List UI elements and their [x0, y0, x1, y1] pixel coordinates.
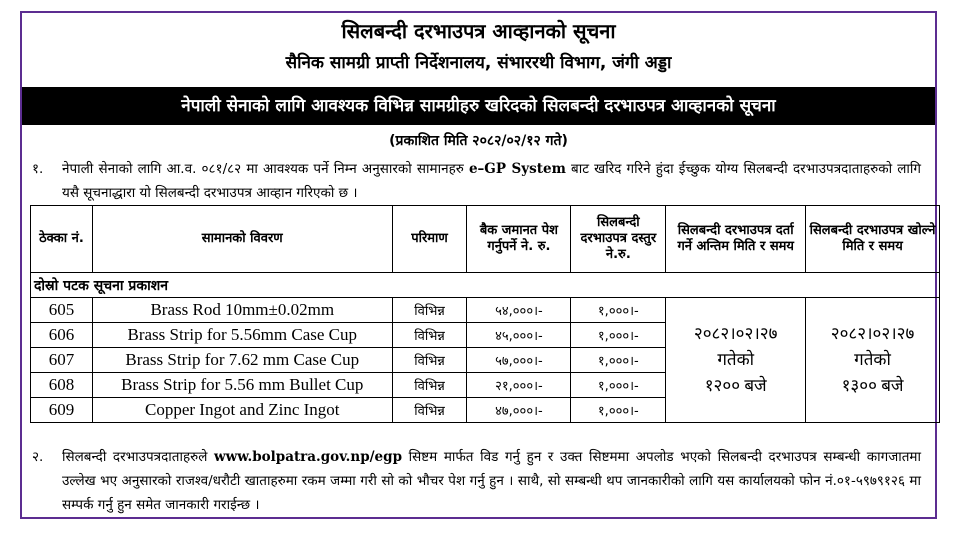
col-opening: सिलबन्दी दरभाउपत्र खोल्ने मिति र समय — [806, 206, 940, 273]
notice-banner: नेपाली सेनाको लागि आवश्यक विभिन्न सामग्रीहरु खरिदको सिलबन्दी दरभाउपत्र आव्हानको सूचना — [22, 87, 935, 125]
published-date: (प्रकाशित मिति २०८२/०२/१२ गते) — [389, 133, 568, 149]
section-row — [31, 273, 940, 298]
cell-opening — [806, 298, 940, 423]
cell-fee: १,०००।- — [571, 298, 666, 323]
cell-contract-no: 606 — [31, 323, 93, 348]
col-fee: सिलबन्दी दरभाउपत्र दस्तुर ने.रु. — [571, 206, 666, 273]
deadline-time: १२०० बजे — [704, 376, 767, 395]
cell-contract-no: 607 — [31, 348, 93, 373]
cell-fee: १,०००।- — [571, 348, 666, 373]
cell-bid-security: ४५,०००।- — [467, 323, 571, 348]
para1-text-start: नेपाली सेनाको लागि आ.व. ०८१/८२ मा आवश्यक पर्ने निम्न अनुसारको सामानहरु — [62, 161, 469, 177]
paragraph-2 — [32, 445, 921, 517]
cell-item: Brass Strip for 7.62 mm Case Cup — [92, 348, 392, 373]
office-name: सैनिक सामग्री प्राप्ती निर्देशनालय, संभाररथी विभाग, जंगी अड्डा — [285, 53, 672, 73]
para2-text-end: सिष्टम मार्फत विड गर्नु हुन र उक्त सिष्टममा अपलोड भएको सिलबन्दी दरभाउपत्र सम्बन्धी कागजातमा उल्लेख भए अनुसारको राजश्व/धरौटी खाताहरुमा रकम जम्मा गरी सो को भौचर पेश गर्नु हुन । साथै, सो सम्बन्धी थप जानकारीको लागि यस कार्यालयको फोन नं.०१-५९७९१२६ मा सम्पर्क गर्नु हुन समेत जानकारी गराईन्छ । — [62, 449, 921, 513]
tender-table — [30, 205, 940, 423]
cell-quantity: विभिन्न — [392, 323, 467, 348]
cell-item: Brass Rod 10mm±0.02mm — [92, 298, 392, 323]
cell-quantity: विभिन्न — [392, 348, 467, 373]
para2-text-start: सिलबन्दी दरभाउपत्रदाताहरुले — [62, 449, 214, 465]
cell-contract-no: 609 — [31, 398, 93, 423]
cell-bid-security: ५७,०००।- — [467, 348, 571, 373]
cell-fee: १,०००।- — [571, 398, 666, 423]
egp-url: www.bolpatra.gov.np/egp — [213, 449, 403, 465]
cell-item: Copper Ingot and Zinc Ingot — [92, 398, 392, 423]
paragraph-number: २. — [32, 449, 44, 465]
egp-system-label: e–GP System — [468, 161, 566, 177]
cell-contract-no: 605 — [31, 298, 93, 323]
cell-fee: १,०००।- — [571, 323, 666, 348]
cell-contract-no: 608 — [31, 373, 93, 398]
section-label: दोस्रो पटक सूचना प्रकाशन — [31, 273, 940, 298]
cell-bid-security: ५४,०००।- — [467, 298, 571, 323]
opening-suffix: गतेको — [854, 350, 891, 369]
table-row — [31, 298, 940, 323]
paragraph-1 — [32, 157, 921, 205]
col-contract-no: ठेक्का नं. — [31, 206, 93, 273]
deadline-date: २०८२।०२।२७ — [693, 324, 778, 343]
notice-title: सिलबन्दी दरभाउपत्र आव्हानको सूचना — [341, 19, 616, 43]
col-deadline: सिलबन्दी दरभाउपत्र दर्ता गर्ने अन्तिम मिति र समय — [666, 206, 806, 273]
cell-quantity: विभिन्न — [392, 398, 467, 423]
opening-time: १३०० बजे — [841, 376, 904, 395]
cell-bid-security: २१,०००।- — [467, 373, 571, 398]
cell-bid-security: ४७,०००।- — [467, 398, 571, 423]
deadline-suffix: गतेको — [717, 350, 755, 369]
paragraph-number: १. — [32, 161, 44, 177]
col-description: सामानको विवरण — [92, 206, 392, 273]
opening-date: २०८२।०२।२७ — [830, 324, 915, 343]
notice-frame — [20, 11, 937, 519]
para1-text-end: बाट खरिद गरिने हुंदा ईच्छुक योग्य सिलबन्दी दरभाउपत्रदाताहरुको लागि यसै सूचनाद्धारा यो सिलबन्दी दरभाउपत्र आव्हान गरिएको छ । — [62, 161, 921, 201]
cell-quantity: विभिन्न — [392, 298, 467, 323]
cell-quantity: विभिन्न — [392, 373, 467, 398]
cell-deadline — [666, 298, 806, 423]
col-bid-security: बैक जमानत पेश गर्नुपर्ने ने. रु. — [467, 206, 571, 273]
cell-item: Brass Strip for 5.56mm Case Cup — [92, 323, 392, 348]
paragraph-text — [62, 157, 921, 205]
cell-item: Brass Strip for 5.56 mm Bullet Cup — [92, 373, 392, 398]
cell-fee: १,०००।- — [571, 373, 666, 398]
paragraph-text — [62, 445, 921, 517]
table-header-row — [31, 206, 940, 273]
col-quantity: परिमाण — [392, 206, 467, 273]
